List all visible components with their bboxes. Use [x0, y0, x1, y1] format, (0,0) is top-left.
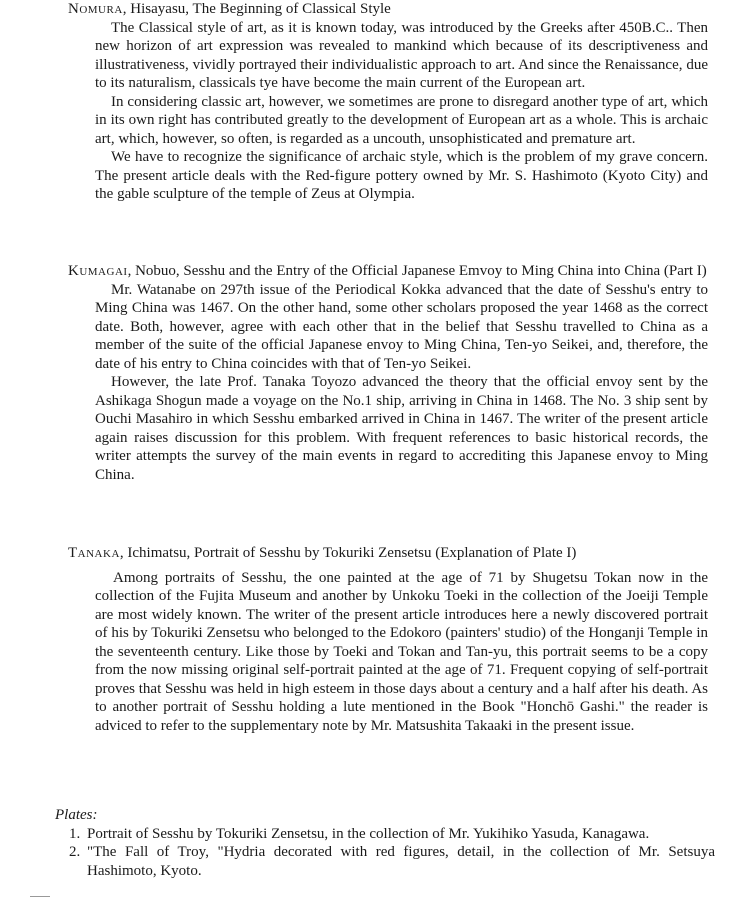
paragraph: The Classical style of art, as it is known today, was introduced by the Greeks after 450B.C.. Then new horizon of art expression was revealed to mankind which because of its descriptiveness and illustrativeness, vividly portrayed their individualistic approach to art. And since the Renaissance, due to its naturalism, classicals tye have become the main current of the European art. — [95, 19, 708, 91]
entry-body — [95, 569, 708, 736]
article-title: Sesshu and the Entry of the Official Japanese Emvoy to Ming China into China (Part I) — [183, 263, 707, 279]
plate-item — [55, 843, 715, 880]
author-rest: , Ichimatsu, — [119, 545, 195, 561]
margin-mark — [30, 896, 50, 897]
author-rest: , Nobuo, — [127, 263, 184, 279]
entry-kumagai — [68, 262, 708, 484]
paragraph: We have to recognize the significance of archaic style, which is the problem of my grave concern. The present article deals with the Red-figure pottery owned by Mr. S. Hashimoto (Kyoto City) and the gable sculpture of the temple of Zeus at Olympia. — [95, 149, 708, 202]
entry-body — [95, 19, 708, 204]
author-surname: Nomura — [68, 1, 123, 17]
paragraph: Among portraits of Sesshu, the one painted at the age of 71 by Shugetsu Tokan now in the collection of the Fujita Museum and another by Unkoku Toeki in the collection of the Joeiji Temple are most widely known. The writer of the present article introduces here a newly discovered portrait of his by Tokuriki Zensetsu who belonged to the Edokoro (painters' studio) of the Honganji Temple in the seventeenth century. Like those by Toeki and Tokan and Tan-yu, this portrait seems to be a copy from the now missing original self-portrait painted at the age of 71. Frequent copying of self-portrait proves that Sesshu was held in high esteem in those days about a century and a half after his death. As to another portrait of Sesshu holding a lute mentioned in the Book "Honchō Gashi." the reader is adviced to refer to the supplementary note by Mr. Matsushita Takaaki in the present issue. — [95, 569, 708, 734]
plates-section — [55, 806, 715, 880]
plates-label: Plates: — [55, 807, 98, 823]
entry-heading — [68, 544, 708, 563]
plate-text: "The Fall of Troy, "Hydria decorated with red figures, detail, in the collection of Mr. Setsuya Hashimoto, Kyoto. — [87, 844, 715, 879]
plates-list — [55, 825, 715, 881]
plate-item — [55, 825, 715, 844]
paragraph: Mr. Watanabe on 297th issue of the Periodical Kokka advanced that the date of Sesshu's entry to Ming China was 1467. On the other hand, some other scholars proposed the year 1468 as the correct date. Both, however, agree with each other that in the belief that Sesshu travelled to China as a member of the suite of the official Japanese envoy to Ming China, Ten-yo Seikei, and, therefore, the date of his entry to China coincides with that of Ten-yo Seikei. — [95, 281, 708, 372]
author-surname: Tanaka — [68, 545, 120, 561]
entry-body — [95, 281, 708, 485]
entry-heading — [68, 262, 708, 281]
entry-heading — [68, 0, 708, 19]
plate-number: 2. — [69, 844, 81, 860]
entry-nomura — [68, 0, 708, 204]
entry-tanaka — [68, 544, 708, 735]
author-surname: Kumagai — [68, 263, 128, 279]
plate-number: 1. — [69, 825, 81, 842]
author-rest: , Hisayasu, — [122, 1, 193, 17]
article-title: Portrait of Sesshu by Tokuriki Zensetsu (Explanation of Plate I) — [194, 545, 577, 561]
plate-text: Portrait of Sesshu by Tokuriki Zensetsu, in the collection of Mr. Yukihiko Yasuda, Kanagawa. — [87, 825, 650, 842]
paragraph: However, the late Prof. Tanaka Toyozo advanced the theory that the official envoy sent by the Ashikaga Shogun made a voyage on the No.1 ship, arriving in China in 1468. The No. 3 ship sent by Ouchi Masahiro in which Sesshu embarked arrived in China in 1467. The writer of the present article again raises discussion for this problem. With frequent references to basic historical records, the writer attempts the survey of the main events in regard to accrediting this Japanese envoy to Ming China. — [95, 374, 708, 483]
article-title: The Beginning of Classical Style — [192, 1, 391, 17]
paragraph: In considering classic art, however, we sometimes are prone to disregard another type of art, which in its own right has contributed greatly to the development of European art as a whole. This is archaic art, which, however, so often, is regarded as a uncouth, unsophisticated and premature art. — [95, 93, 708, 147]
